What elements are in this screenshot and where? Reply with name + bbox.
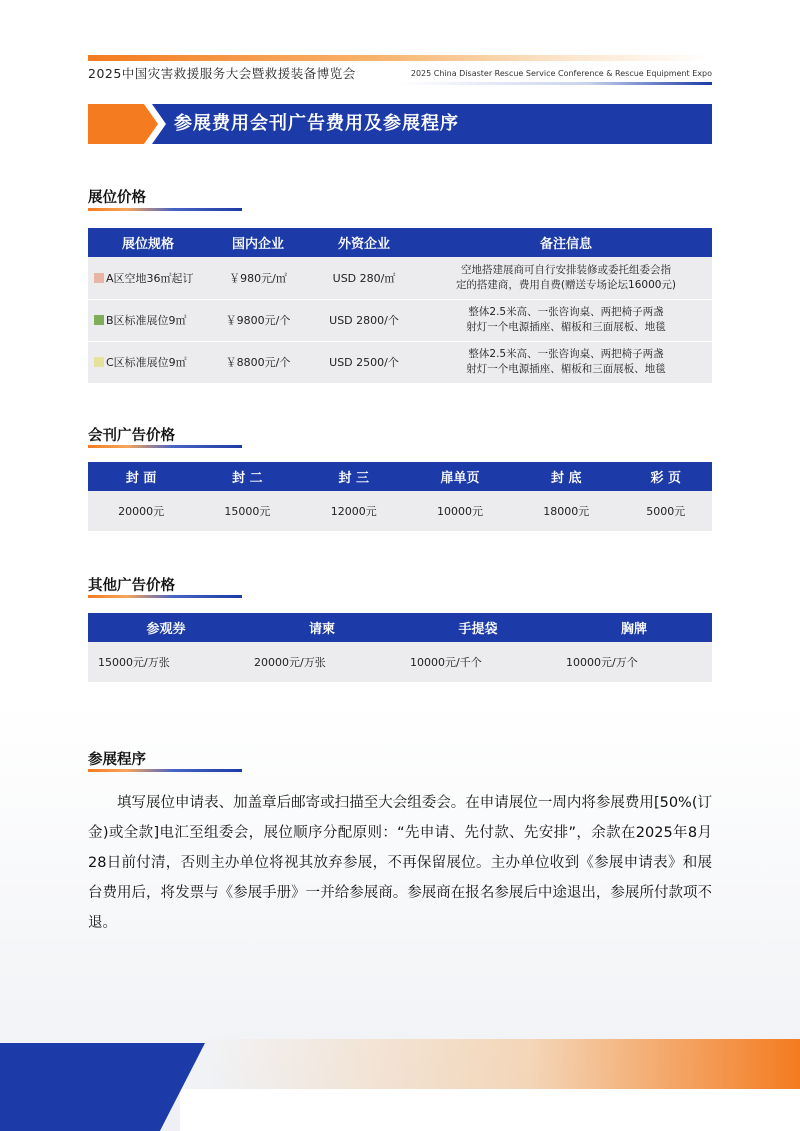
section-banner bbox=[88, 104, 712, 144]
price-cell: 10000元/千个 bbox=[400, 642, 556, 682]
other-ads-price-table bbox=[88, 613, 712, 682]
banner-title: 参展费用会刊广告费用及参展程序 bbox=[174, 113, 459, 134]
column-header: 备注信息 bbox=[420, 228, 712, 257]
domestic-price: ￥9800元/个 bbox=[208, 299, 308, 341]
zone-c-swatch-icon bbox=[94, 357, 104, 367]
foreign-price: USD 280/㎡ bbox=[308, 257, 420, 299]
booth-note-line: 定的搭建商，费用自费(赠送专场论坛16000元) bbox=[455, 278, 677, 291]
foreign-price: USD 2800/个 bbox=[308, 299, 420, 341]
foreign-price: USD 2500/个 bbox=[308, 341, 420, 383]
footer-white-band bbox=[180, 1089, 800, 1131]
column-header: 扉单页 bbox=[407, 462, 513, 491]
table-row bbox=[88, 642, 712, 682]
column-header: 封 底 bbox=[513, 462, 619, 491]
domestic-price: ￥8800元/个 bbox=[208, 341, 308, 383]
column-header: 封 面 bbox=[88, 462, 194, 491]
table-row bbox=[88, 257, 712, 299]
footer-blue-shape bbox=[0, 1043, 205, 1131]
price-cell: 10000元 bbox=[407, 491, 513, 531]
price-cell: 15000元 bbox=[194, 491, 300, 531]
price-cell: 15000元/万张 bbox=[88, 642, 244, 682]
procedure-section-underline bbox=[88, 769, 242, 772]
table-row bbox=[88, 491, 712, 531]
column-header: 展位规格 bbox=[88, 228, 208, 257]
booth-note-line: 整体2.5米高、一张咨询桌、两把椅子两盏 bbox=[468, 306, 664, 318]
magazine-section-underline bbox=[88, 445, 242, 448]
procedure-section-title: 参展程序 bbox=[88, 752, 146, 768]
price-cell: 5000元 bbox=[619, 491, 712, 531]
booth-spec: A区空地36㎡起订 bbox=[106, 271, 194, 285]
magazine-section-title: 会刊广告价格 bbox=[88, 428, 175, 444]
table-row bbox=[88, 299, 712, 341]
booth-section-title: 展位价格 bbox=[88, 190, 146, 206]
table-row bbox=[88, 341, 712, 383]
column-header: 参观券 bbox=[88, 613, 244, 642]
other-ads-section-underline bbox=[88, 595, 242, 598]
price-cell: 12000元 bbox=[301, 491, 407, 531]
table-header-row bbox=[88, 613, 712, 642]
column-header: 封 二 bbox=[194, 462, 300, 491]
column-header: 国内企业 bbox=[208, 228, 308, 257]
booth-spec: C区标准展位9㎡ bbox=[106, 356, 187, 369]
booth-note-line: 射灯一个电源插座、楣板和三面展板、地毯 bbox=[466, 363, 666, 375]
procedure-paragraph: 填写展位申请表、加盖章后邮寄或扫描至大会组委会。在申请展位一周内将参展费用[50%(订金)或全款]电汇至组委会，展位顺序分配原则：“先申请、先付款、先安排”，余款在2025年8月28日前付清，否则主办单位将视其放弃参展，不再保留展位。主办单位收到《参展申请表》和展台费用后，将发票与《参展手册》一并给参展商。参展商在报名参展后中途退出，参展所付款项不退。 bbox=[88, 795, 712, 931]
header-divider bbox=[88, 82, 712, 85]
price-cell: 18000元 bbox=[513, 491, 619, 531]
table-header-row bbox=[88, 228, 712, 257]
column-header: 胸牌 bbox=[556, 613, 712, 642]
table-header-row bbox=[88, 462, 712, 491]
booth-note bbox=[420, 341, 712, 383]
header-title-cn: 2025中国灾害救援服务大会暨救援装备博览会 bbox=[88, 66, 356, 81]
booth-section-underline bbox=[88, 208, 242, 211]
column-header: 手提袋 bbox=[400, 613, 556, 642]
booth-note-line: 空地搭建展商可自行安排装修或委托组委会指 bbox=[461, 263, 671, 276]
price-cell: 10000元/万个 bbox=[556, 642, 712, 682]
column-header: 外资企业 bbox=[308, 228, 420, 257]
domestic-price: ￥980元/㎡ bbox=[208, 257, 308, 299]
booth-note-line: 整体2.5米高、一张咨询桌、两把椅子两盏 bbox=[468, 348, 664, 360]
column-header: 彩 页 bbox=[619, 462, 712, 491]
footer-orange-band bbox=[205, 1039, 800, 1089]
booth-spec: B区标准展位9㎡ bbox=[106, 314, 187, 327]
magazine-price-table bbox=[88, 462, 712, 531]
column-header: 请柬 bbox=[244, 613, 400, 642]
booth-note bbox=[420, 257, 712, 299]
zone-a-swatch-icon bbox=[94, 273, 104, 283]
column-header: 封 三 bbox=[301, 462, 407, 491]
booth-price-table bbox=[88, 228, 712, 384]
header-title-en: 2025 China Disaster Rescue Service Conference & Rescue Equipment Expo bbox=[410, 69, 712, 78]
price-cell: 20000元/万张 bbox=[244, 642, 400, 682]
booth-note bbox=[420, 299, 712, 341]
header-accent-bar bbox=[88, 55, 712, 61]
zone-b-swatch-icon bbox=[94, 315, 104, 325]
price-cell: 20000元 bbox=[88, 491, 194, 531]
booth-note-line: 射灯一个电源插座、楣板和三面展板、地毯 bbox=[466, 321, 666, 333]
other-ads-section-title: 其他广告价格 bbox=[88, 578, 175, 594]
